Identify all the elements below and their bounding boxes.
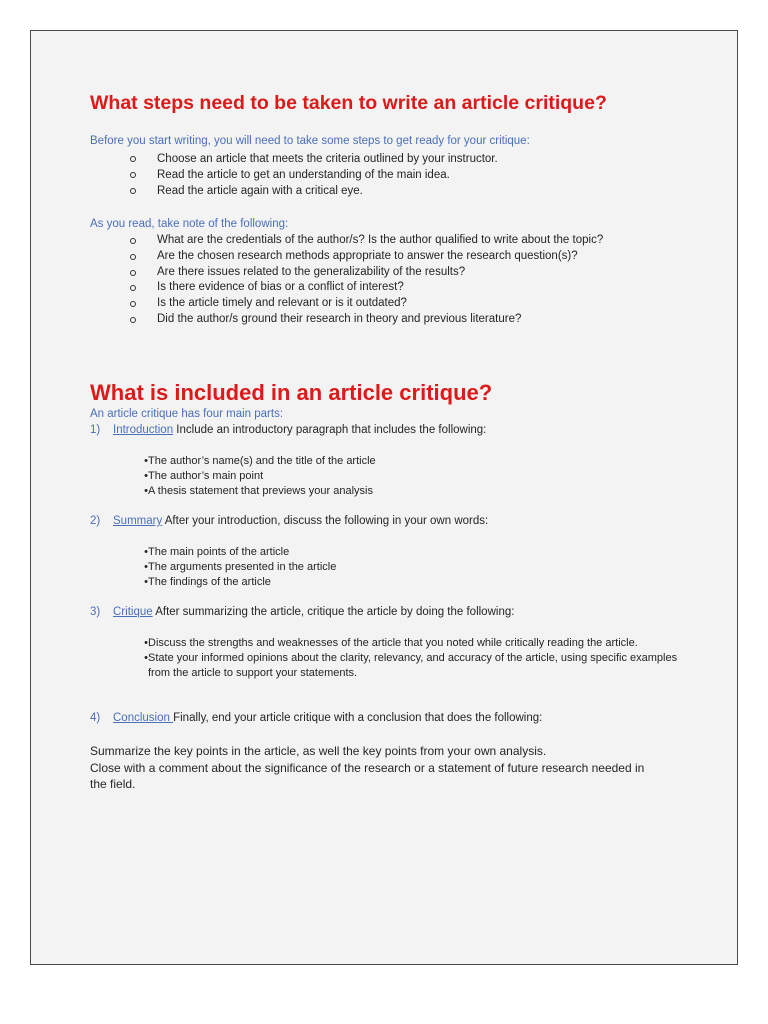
part-2-title: Summary [113, 515, 163, 527]
list-item: •The findings of the article [144, 575, 271, 588]
list-item: Are the chosen research methods appropriate to answer the research question(s)? [130, 249, 603, 265]
steps-list [130, 151, 498, 199]
part-4-title: Conclusion [113, 712, 174, 724]
section1-heading: What steps need to be taken to write an article critique? [90, 92, 607, 114]
section2-intro: An article critique has four main parts: [90, 408, 284, 420]
list-item: •The author’s name(s) and the title of the article [144, 455, 376, 467]
list-item: •State your informed opinions about the clarity, relevancy, and accuracy of the article, using specific examples from the article to support your statements. [144, 651, 678, 679]
part-2-heading: 2) Summary After your introduction, discuss the following in your own words: [90, 515, 489, 527]
circle-bullet-icon [130, 188, 136, 194]
notes-list [130, 233, 603, 328]
section2-heading: What is included in an article critique? [90, 380, 493, 405]
part-4-heading: 4) Conclusion Finally, end your article critique with a conclusion that does the following: [90, 712, 543, 724]
list-item: •Discuss the strengths and weaknesses of the article that you noted while critically reading the article. [144, 637, 638, 649]
circle-bullet-icon [130, 238, 136, 244]
circle-bullet-icon [130, 317, 136, 323]
part-3-bullets [128, 636, 688, 680]
list-item: Is there evidence of bias or a conflict of interest? [130, 280, 603, 296]
part-3-title: Critique [113, 606, 153, 618]
list-item: What are the credentials of the author/s? Is the author qualified to write about the topic? [130, 233, 603, 249]
list-item: Read the article to get an understanding of the main idea. [130, 167, 498, 183]
section1-intro: Before you start writing, you will need to take some steps to get ready for your critique: [90, 135, 530, 147]
conclusion-text [90, 743, 690, 793]
circle-bullet-icon [130, 285, 136, 291]
part-1-bullets [128, 454, 688, 498]
conclusion-line-1: Summarize the key points in the article, as well the key points from your own analysis. [90, 744, 547, 758]
circle-bullet-icon [130, 270, 136, 276]
part-2-bullets [128, 545, 688, 589]
list-item: •A thesis statement that previews your analysis [144, 484, 373, 497]
part-1-title: Introduction [113, 424, 174, 436]
conclusion-line-2: Close with a comment about the significance of the research or a statement of future research needed in the field. [90, 760, 645, 791]
circle-bullet-icon [130, 254, 136, 260]
list-item: Choose an article that meets the criteria outlined by your instructor. [130, 151, 498, 167]
note-intro: As you read, take note of the following: [90, 218, 289, 230]
list-item: •The author’s main point [144, 469, 264, 482]
list-item: •The arguments presented in the article [144, 560, 337, 573]
list-item: Is the article timely and relevant or is it outdated? [130, 296, 603, 312]
circle-bullet-icon [130, 156, 136, 162]
part-3-heading: 3) Critique After summarizing the article, critique the article by doing the following: [90, 606, 515, 618]
list-item: Did the author/s ground their research in theory and previous literature? [130, 312, 603, 328]
circle-bullet-icon [130, 301, 136, 307]
list-item: Are there issues related to the generalizability of the results? [130, 265, 603, 281]
list-item: •The main points of the article [144, 546, 290, 558]
circle-bullet-icon [130, 172, 136, 178]
document-page [30, 30, 738, 965]
list-item: Read the article again with a critical eye. [130, 183, 498, 199]
part-1-heading: 1) Introduction Include an introductory paragraph that includes the following: [90, 424, 487, 436]
